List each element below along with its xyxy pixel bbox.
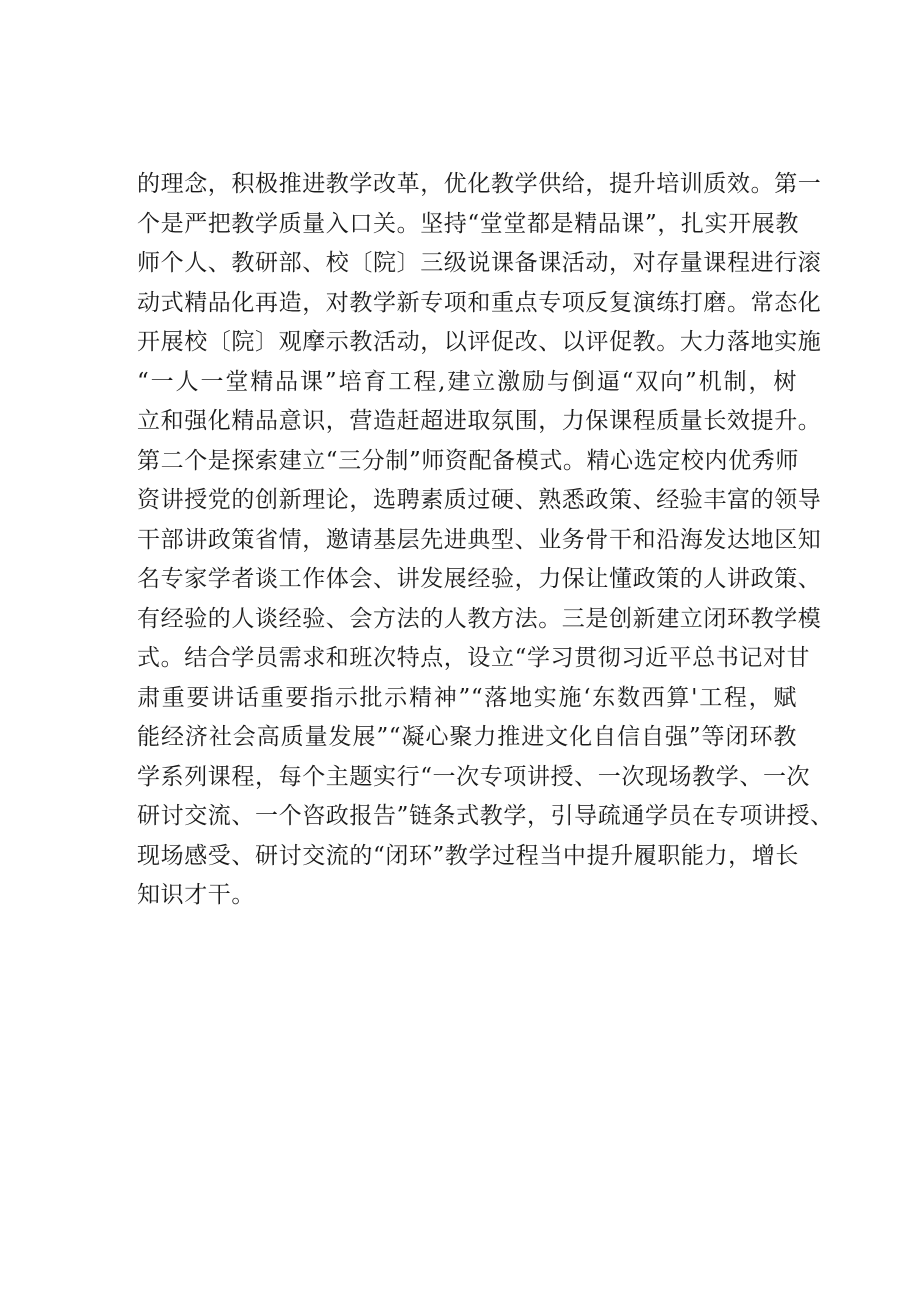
text-line: 研讨交流、一个咨政报告”链条式教学，引导疏通学员在专项讲授、 (137, 803, 834, 829)
body-paragraph (137, 165, 834, 916)
text-line: 师个人、教研部、校〔院〕三级说课备课活动，对存量课程进行滚 (137, 250, 822, 276)
text-line: 式。结合学员需求和班次特点，设立“学习贯彻习近平总书记对甘 (137, 645, 811, 671)
text-line: 个是严把教学质量入口关。坚持“堂堂都是精品课”，扎实开展教 (137, 210, 799, 237)
text-line: 立和强化精品意识，营造赶超进取氛围，力保课程质量长效提升。 (137, 408, 822, 434)
text-line: 肃重要讲话重要指示批示精神”“落地实施‘东数西算'工程，赋 (137, 684, 797, 711)
text-line: 干部讲政策省情，邀请基层先进典型、业务骨干和沿海发达地区知 (137, 526, 822, 553)
text-line: 的理念，积极推进教学改革，优化教学供给，提升培训质效。第一 (137, 171, 822, 197)
text-line: 能经济社会高质量发展”“凝心聚力推进文化自信自强”等闭环教 (137, 724, 797, 750)
text-line: 现场感受、研讨交流的“闭环”教学过程当中提升履职能力，增长 (137, 842, 799, 869)
text-line: 名专家学者谈工作体会、讲发展经验，力保让懂政策的人讲政策、 (137, 566, 822, 592)
text-line: 第二个是探索建立“三分制”师资配备模式。精心选定校内优秀师 (137, 447, 799, 474)
text-line: 学系列课程，每个主题实行“一次专项讲授、一次现场教学、一次 (137, 763, 811, 790)
text-line: 动式精品化再造，对教学新专项和重点专项反复演练打磨。常态化 (137, 289, 822, 316)
text-line: 开展校〔院〕观摩示教活动，以评促改、以评促教。大力落地实施 (137, 329, 822, 355)
text-line: 有经验的人谈经验、会方法的人教方法。三是创新建立闭环教学模 (137, 605, 822, 632)
text-line: “一人一堂精品课”培育工程,建立激励与倒逼“双向”机制，树 (137, 368, 797, 395)
text-line: 资讲授党的创新理论，选聘素质过硬、熟悉政策、经验丰富的领导 (137, 487, 822, 513)
text-line-last: 知识才干。 (137, 882, 255, 908)
